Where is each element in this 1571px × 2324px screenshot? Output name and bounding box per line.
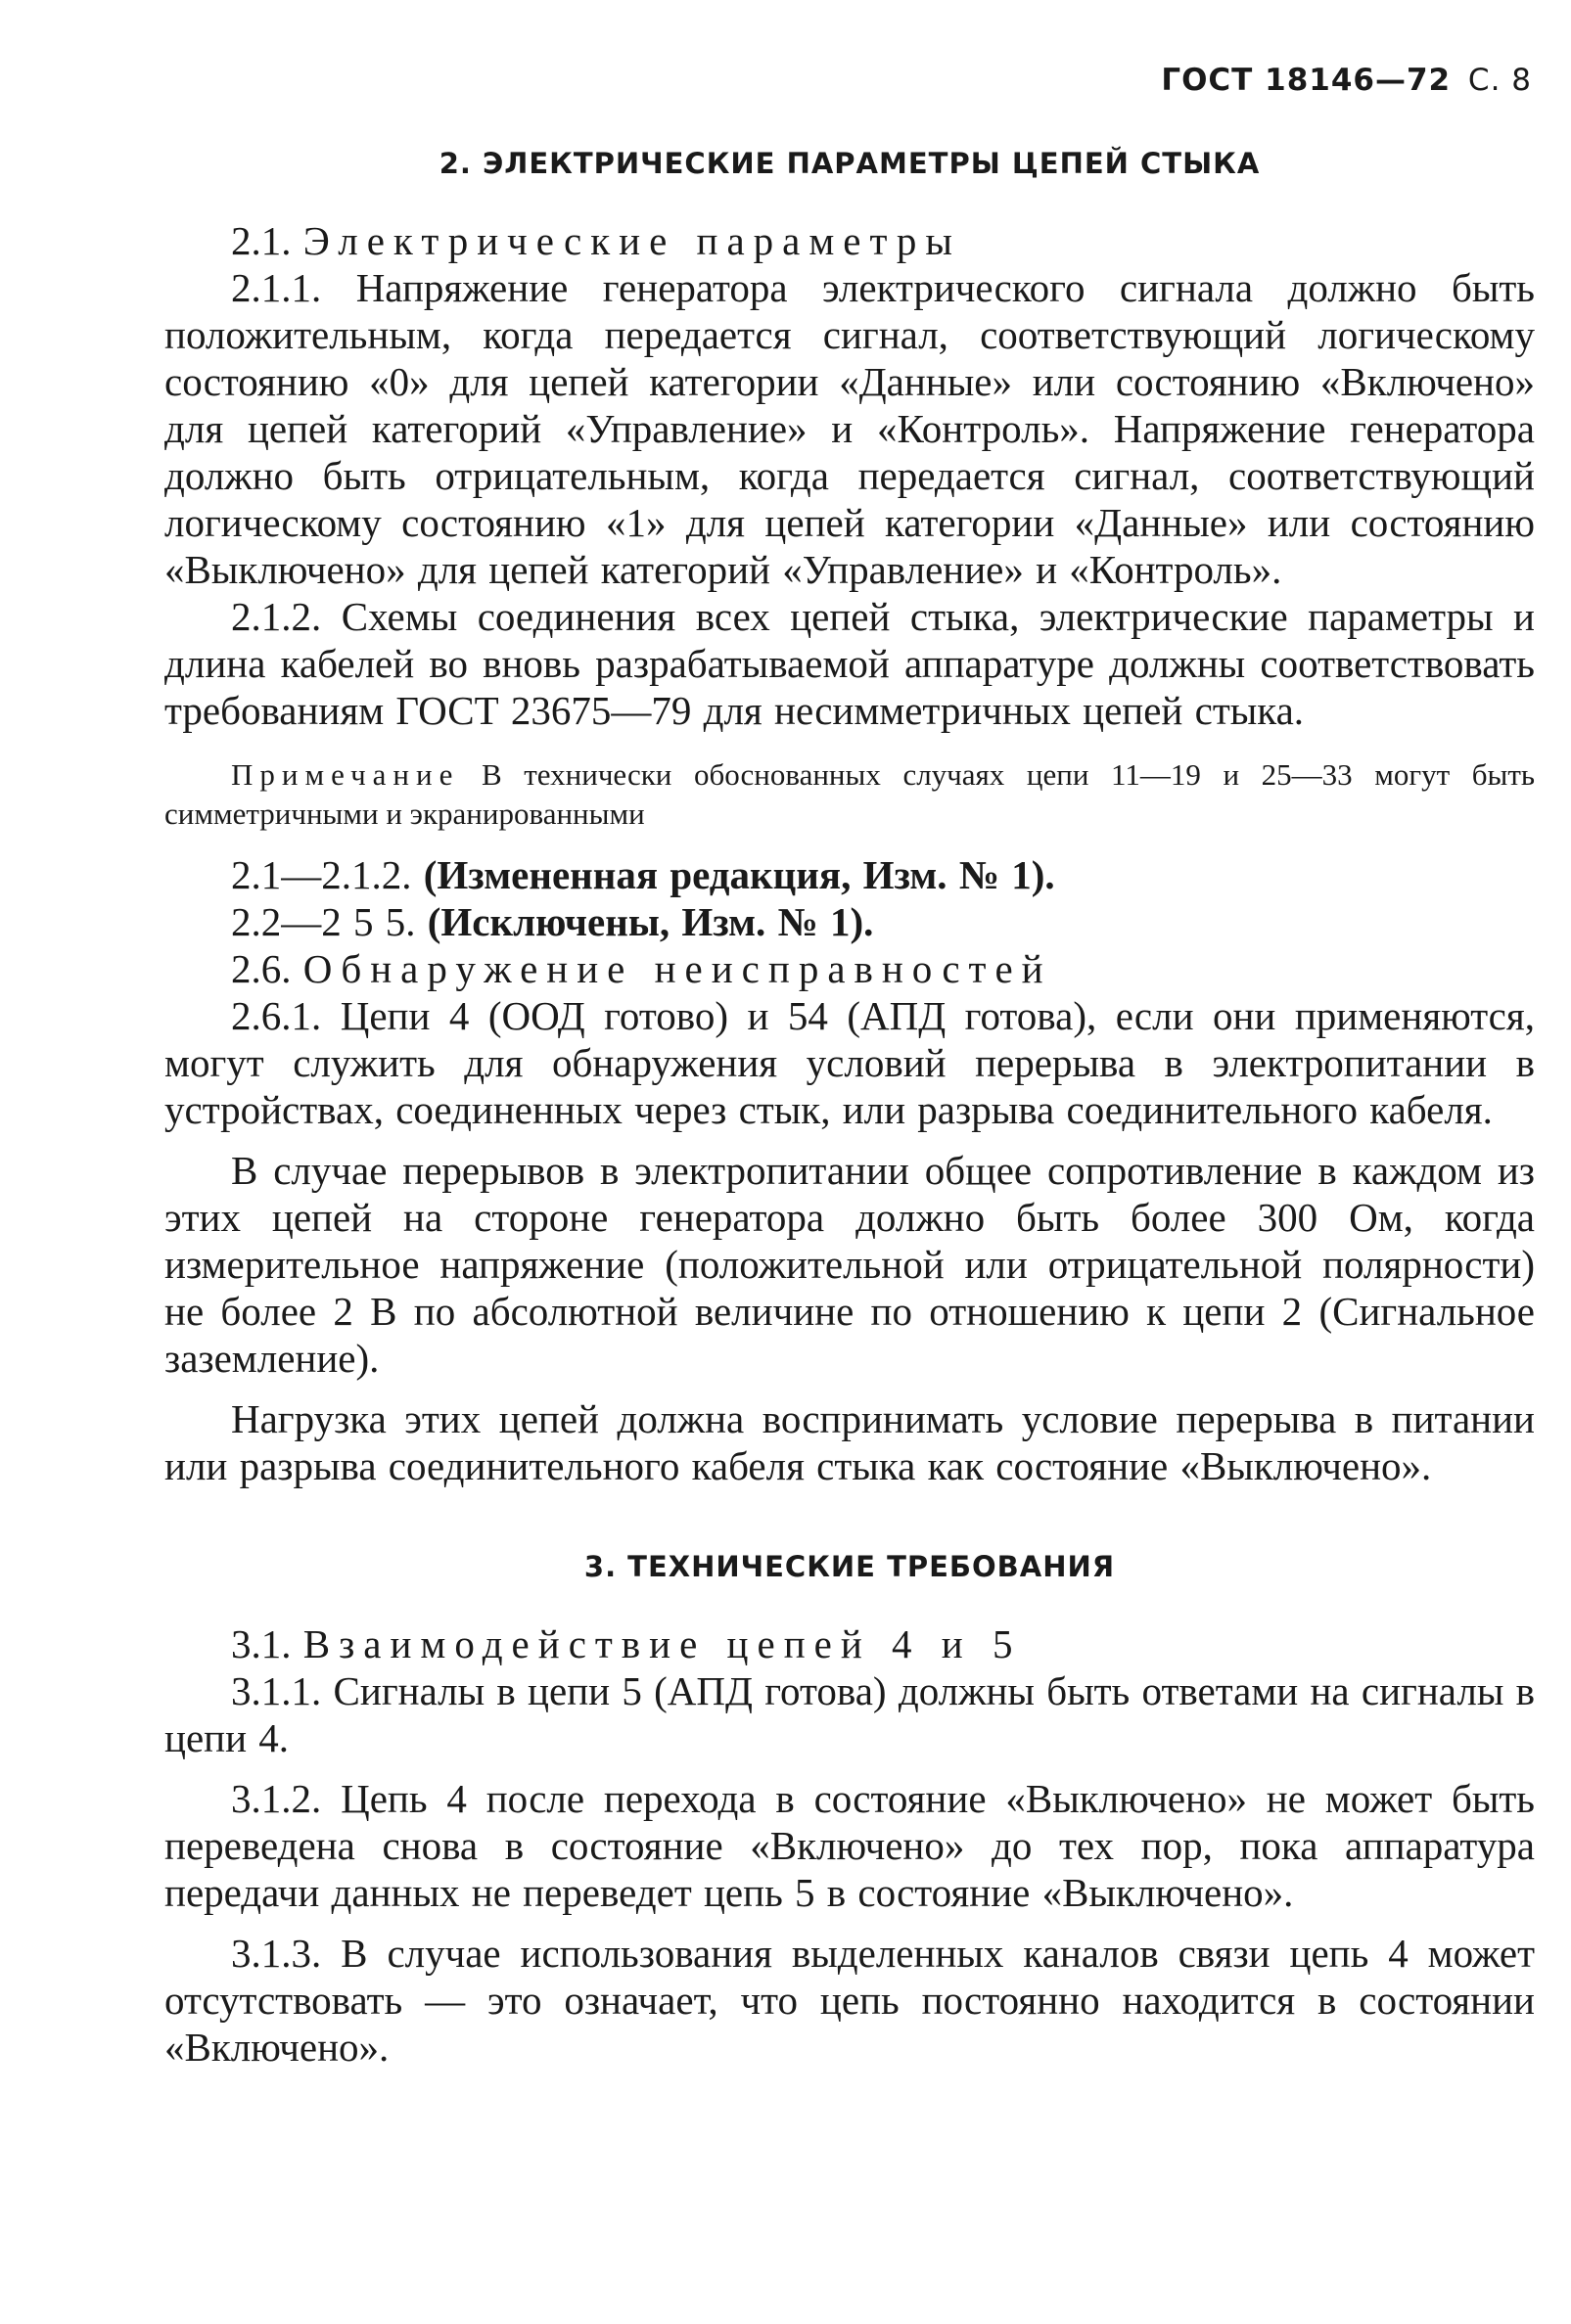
note [164,755,1535,834]
clause-2-1-2: 2.1.2. Схемы соединения всех цепей стыка, электрические параметры и длина кабелей во вновь разрабатываемой аппаратуре должны соответствовать требованиям ГОСТ 23675—79 для несимметричных цепей стыка. [164,594,1535,733]
page-number: С. 8 [1467,63,1532,98]
section-3-title: 3. ТЕХНИЧЕСКИЕ ТРЕБОВАНИЯ [583,1550,1116,1583]
clause-3-1-3: 3.1.3. В случае использования выделенных каналов связи цепь 4 может отсутствовать — это означает, что цепь постоянно находится в состоянии «Включено». [164,1931,1535,2070]
clause-3-1-heading [164,1620,1535,1667]
note-label: Примечание [231,757,460,792]
standard-number: ГОСТ 18146—72 [1161,63,1452,98]
change-note-1 [164,851,1535,898]
change-note-2-range: 2.2—2 5 5. [231,899,416,944]
clause-2-1-title: Электрические параметры [302,218,961,263]
change-note-2-text: (Исключены, Изм. № 1). [427,899,874,944]
note-text: В технически обоснованных случаях цепи 11—19 и 25—33 могут быть симметричными и экранированными [164,757,1536,831]
clause-3-1-number: 3.1. [231,1621,292,1666]
clause-2-6-heading [164,945,1535,992]
clause-2-1-1: 2.1.1. Напряжение генератора электрического сигнала должно быть положительным, когда передается сигнал, соответствующий логическому состоянию «0» для цепей категории «Данные» или состоянию «Включено» для цепей категорий «Управление» и «Контроль». Напряжение генератора должно быть отрицательным, когда передается сигнал, соответствующий логическому состоянию «1» для цепей категории «Данные» или состоянию «Выключено» для цепей категорий «Управление» и «Контроль». [164,265,1535,592]
clause-2-6-1: 2.6.1. Цепи 4 (ООД готово) и 54 (АПД готова), если они применяются, могут служить для обнаружения условий перерыва в электропитании в устройствах, соединенных через стык, или разрыва соединительного кабеля. [164,993,1535,1132]
change-note-1-text: (Измененная редакция, Изм. № 1). [423,852,1055,897]
clause-3-1-1: 3.1.1. Сигналы в цепи 5 (АПД готова) должны быть ответами на сигналы в цепи 4. [164,1668,1535,1760]
change-note-2 [164,898,1535,945]
clause-2-1-heading [164,217,1535,264]
clause-3-1-2: 3.1.2. Цепь 4 после перехода в состояние «Выключено» не может быть переведена снова в состояние «Включено» до тех пор, пока аппаратура передачи данных не переведет цепь 5 в состояние «Выключено». [164,1776,1535,1915]
clause-2-6-1-paragraph-2: В случае перерывов в электропитании общее сопротивление в каждом из этих цепей на стороне генератора должно быть более 300 Ом, когда измерительное напряжение (положительной или отрицательной полярности) не более 2 В по абсолютной величине по отношению к цепи 2 (Сигнальное заземление). [164,1148,1535,1381]
clause-2-1-number: 2.1. [231,218,292,263]
clause-2-6-1-paragraph-3: Нагрузка этих цепей должна воспринимать условие перерыва в питании или разрыва соединительного кабеля стыка как состояние «Выключено». [164,1396,1535,1488]
clause-2-6-title: Обнаружение неисправностей [302,946,1052,991]
clause-3-1-title: Взаимодействие цепей 4 и 5 [302,1621,1022,1666]
clause-2-6-number: 2.6. [231,946,292,991]
change-note-1-range: 2.1—2.1.2. [231,852,412,897]
section-2-title: 2. ЭЛЕКТРИЧЕСКИЕ ПАРАМЕТРЫ ЦЕПЕЙ СТЫКА [439,147,1261,180]
document-body [164,59,1535,2071]
